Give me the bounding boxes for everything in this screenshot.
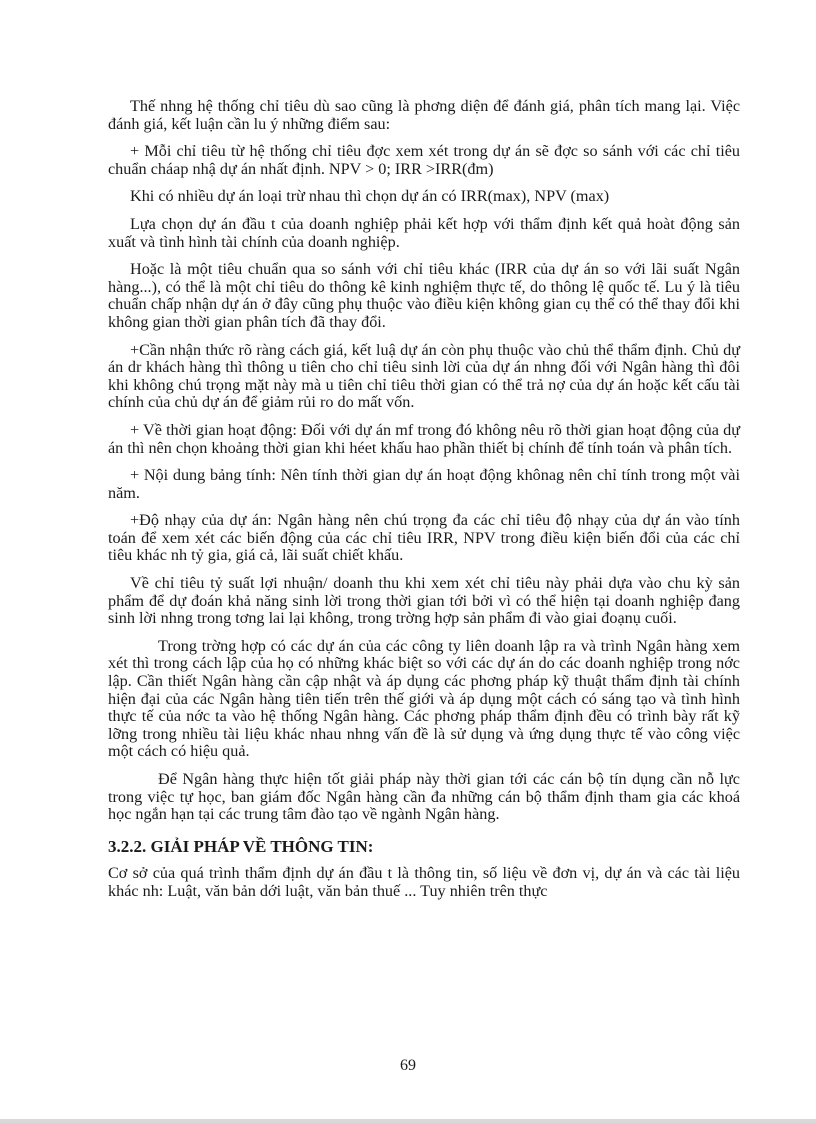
- paragraph-5: Hoặc là một tiêu chuẩn qua so sánh với chỉ tiêu khác (IRR của dự án so với lãi suất Ngân hàng...), có thể là một chỉ tiêu do thông kê kinh nghiệm thực tế, do thông lệ quốc tế. Lu ý là tiêu chuẩn chấp nhận dự án ở đây cũng phụ thuộc vào điều kiện không gian cụ thể có thể thay đổi khi không gian thời gian phân tích đã thay đổi.: [108, 260, 740, 331]
- paragraph-11: Trong trờng hợp có các dự án của các công ty liên doanh lập ra và trình Ngân hàng xem xét thì trong cách lập của họ có những khác biệt so với các dự án do các doanh nghiệp trong nớc lập. Cần thiết Ngân hàng cần cập nhật và áp dụng các phơng pháp kỹ thuật thẩm định tài chính hiện đại của các Ngân hàng tiên tiến trên thế giới và áp dụng một cách có sáng tạo và tình hình thực tế của nớc ta vào hệ thống Ngân hàng. Các phơng pháp thẩm định đều có trình bày rất kỹ lỡng trong nhiều tài liệu khác nhau nhng vấn đề là sử dụng và ứng dụng thực tế vào công việc một cách có hiệu quả.: [108, 636, 740, 761]
- paragraph-3: Khi có nhiều dự án loại trừ nhau thì chọn dự án có IRR(max), NPV (max): [130, 187, 610, 206]
- section-heading: 3.2.2. GIẢI PHÁP VỀ THÔNG TIN:: [108, 836, 374, 856]
- bottom-divider: [0, 1119, 816, 1123]
- paragraph-7: + Về thời gian hoạt động: Đối với dự án mf trong đó không nêu rõ thời gian hoạt động của dự án thì nên chọn khoảng thời gian khi héet khấu hao phần thiết bị chính để tính toán và phân tích.: [108, 420, 740, 457]
- paragraph-1: Thế nhng hệ thống chỉ tiêu dù sao cũng là phơng diện để đánh giá, phân tích mang lại. Việc đánh giá, kết luận cần lu ý những điểm sau:: [108, 97, 740, 133]
- paragraph-8: + Nội dung bảng tính: Nên tính thời gian dự án hoạt động khônag nên chỉ tính trong một vài năm.: [108, 466, 740, 502]
- page-number: 69: [400, 1057, 416, 1074]
- paragraph-4: Lựa chọn dự án đầu t của doanh nghiệp phải kết hợp với thẩm định kết quả hoàt động sản xuất và tình hình tài chính của doanh nghiệp.: [108, 214, 740, 251]
- paragraph-9: +Độ nhạy của dự án: Ngân hàng nên chú trọng đa các chỉ tiêu độ nhạy của dự án vào tính toán để xem xét các biến động của các chỉ tiêu IRR, NPV trong điều kiện biến đổi của các chỉ tiêu khác nh tỷ gia, giá cả, lãi suất chiết khấu.: [108, 511, 740, 565]
- paragraph-12: Để Ngân hàng thực hiện tốt giải pháp này thời gian tới các cán bộ tín dụng cần nỗ lực trong việc tự học, ban giám đốc Ngân hàng cần đa những cán bộ thẩm định tham gia các khoá học ngắn hạn tại các trung tâm đào tạo về ngành Ngân hàng.: [108, 770, 740, 824]
- paragraph-10: Về chỉ tiêu tỷ suất lợi nhuận/ doanh thu khi xem xét chỉ tiêu này phải dựa vào chu kỳ sản phẩm để dự đoán khả năng sinh lời trong thời gian tới bởi vì có thể hiện tại doanh nghiệp đang sinh lời nhng trong tơng lai lại không, trong trờng hợp sản phẩm đi vào giai đoạnụ cuối.: [108, 574, 740, 628]
- closing-paragraph: Cơ sở của quá trình thẩm định dự án đầu t là thông tin, số liệu về đơn vị, dự án và các tài liệu khác nh: Luật, văn bản dới luật, văn bản thuế ... Tuy nhiên trên thực: [108, 864, 740, 900]
- paragraph-2: + Mỗi chỉ tiêu từ hệ thống chỉ tiêu đợc xem xét trong dự án sẽ đợc so sánh với các chỉ tiêu chuẩn cháap nhậ dự án nhất định. NPV > 0; IRR >IRR(đm): [108, 142, 740, 178]
- page-body: [108, 98, 740, 911]
- paragraph-6: +Cần nhận thức rõ ràng cách giá, kết luậ dự án còn phụ thuộc vào chủ thể thẩm định. Chủ dự án dr khách hàng thì thông u tiên cho chỉ tiêu sinh lời của dự án nhng đối với Ngân hàng thì đôi khi không chú trọng mặt này mà u tiên chỉ tiêu thời gian có thể trả nợ của dự án hoặc kết cấu tài chính của chủ dự án để giảm rủi ro do mất vốn.: [108, 340, 740, 412]
